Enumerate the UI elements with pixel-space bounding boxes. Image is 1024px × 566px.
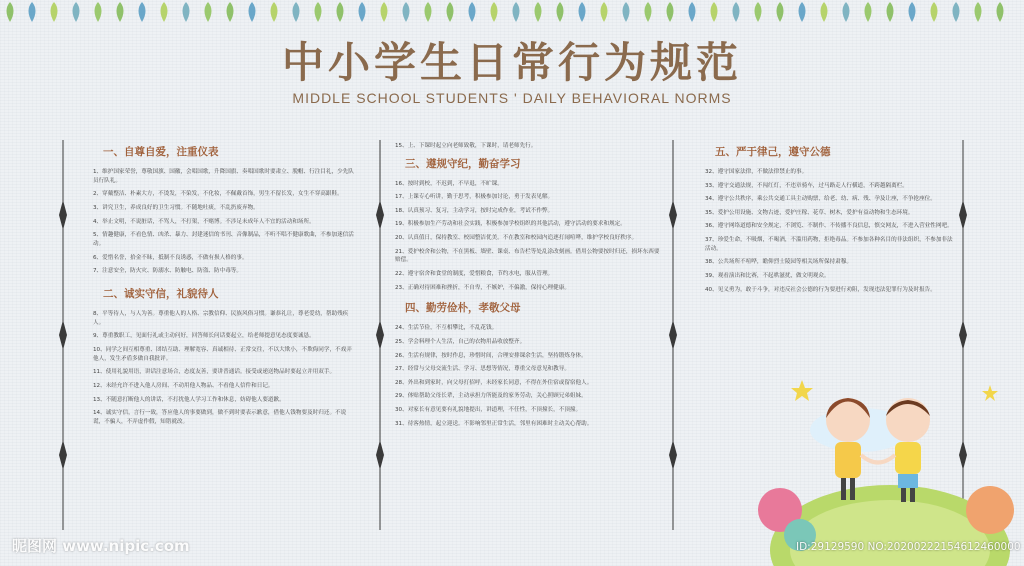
rule-item: 38、公共场所不喧哗，瞻仰烈士陵园等相关场所保持肃穆。 [705,259,852,266]
leaf-icon [73,2,80,22]
leaf-icon [469,2,476,22]
leaf-icon [403,2,410,22]
rule-item: 25、学会料理个人生活，自己的衣物用品收放整齐。 [395,338,526,345]
rule-item: 14、诚实守信，言行一致，答应他人的事要做到，做不到时要表示歉意，借他人钱物要及时归还。不说谎，不骗人，不弄虚作假，知错就改。 [93,410,347,425]
leaf-icon [161,2,168,22]
leaf-icon [183,2,190,22]
leaf-icon [645,2,652,22]
leaf-icon [821,2,828,22]
rule-item: 16、按时到校，不迟到，不早退，不旷课。 [395,180,503,187]
leaf-icon [425,2,432,22]
column-left [93,140,355,432]
rule-item: 33、遵守交通法规，不闯红灯，不违章骑车，过马路走人行横道，不跨越隔离栏。 [705,182,908,189]
rule-item: 10、同学之间互相尊重、团结互助、理解宽容、真诚相待、正常交往，不以大欺小，不欺侮同学，不戏弄他人，发生矛盾多做自我批评。 [93,346,352,362]
leaf-icon [931,2,938,22]
section-3-list [395,180,660,293]
section-title-5: 五、严于律己，遵守公德 [715,146,831,158]
leaf-border-decoration [0,0,1024,24]
rule-item: 20、认真值日，保持教室、校园整洁优美。不在教室和校园内追逐打闹喧哗，维护学校良好秩序。 [395,234,638,241]
leaf-icon [887,2,894,22]
leaf-icon [689,2,696,22]
rule-item: 2、穿戴整洁、朴素大方，不烫发，不染发，不化妆，不佩戴首饰，男生不留长发，女生不穿高跟鞋。 [93,191,343,198]
section-3-pre-list [395,142,660,151]
poster-subtitle: MIDDLE SCHOOL STUDENTS ' DAILY BEHAVIORAL NORMS [292,90,732,106]
leaf-icon [293,2,300,22]
leaf-icon [997,2,1004,22]
section-4-list [395,324,660,428]
watermark-left: 昵图网 www.nipic.com [12,537,190,555]
leaf-icon [755,2,762,22]
leaf-icon [315,2,322,22]
leaf-icon [139,2,146,22]
rule-item: 22、遵守宿舍和食堂的制度，爱惜粮食，节约水电，服从管理。 [395,270,554,277]
leaf-icon [535,2,542,22]
leaf-icon [271,2,278,22]
leaf-icon [29,2,36,22]
column-center [395,142,660,433]
section-2-list [93,310,355,427]
section-title-2: 二、诚实守信，礼貌待人 [103,287,219,300]
divider-left [58,140,68,530]
leaf-icon [733,2,740,22]
rule-item: 39、观看演出和比赛，不起哄滋扰，做文明观众。 [705,272,830,279]
leaf-icon [7,2,14,22]
divider-center-left [375,140,385,530]
leaf-icon [953,2,960,22]
rule-item: 40、见义勇为，敢于斗争，对违反社会公德的行为要进行劝阻，发现违法犯罪行为及时报告。 [705,286,936,293]
leaf-icon [227,2,234,22]
leaf-icon [491,2,498,22]
leaf-icon [337,2,344,22]
rule-item: 18、认真预习、复习，主动学习，按时完成作业，考试不作弊。 [395,207,554,214]
leaf-icon [667,2,674,22]
section-title-1: 一、自尊自爱，注重仪表 [103,146,219,158]
leaf-icon [579,2,586,22]
rule-item: 17、上课专心听讲，勤于思考，积极参加讨论，勇于发表见解。 [395,194,554,201]
rule-item: 36、遵守网络道德和安全规定，不浏览、不制作、不传播不良信息，慎交网友，不进入营业性网吧。 [705,223,953,230]
section-5-list [705,168,953,294]
rule-item: 23、正确对待困难和挫折，不自卑，不嫉妒，不偏激，保持心理健康。 [395,284,570,291]
leaf-icon [205,2,212,22]
rule-item: 11、使用礼貌用语，讲话注意场合，态度友善，要讲普通话。接受或递送物品时要起立并用双手。 [93,369,336,376]
rule-item: 8、平等待人，与人为善。尊重他人的人格、宗教信仰、民族风俗习惯。谦恭礼让，尊老爱幼，帮助残疾人。 [93,310,349,326]
leaf-icon [447,2,454,22]
rule-item: 5、情趣健康，不看色情、凶杀、暴力、封建迷信的书刊、音像制品，不听不唱不健康歌曲，不参加迷信活动。 [93,232,354,247]
rule-item: 1、维护国家荣誉，尊敬国旗、国徽，会唱国歌，升降国旗、奏唱国歌时要肃立、脱帽、行注目礼，少先队员行队礼。 [93,169,354,184]
leaf-icon [249,2,256,22]
section-1-list [93,168,355,276]
divider-center-right [668,140,678,530]
leaf-icon [975,2,982,22]
leaf-icon [623,2,630,22]
section-title-3: 三、遵规守纪，勤奋学习 [405,157,521,170]
leaf-icon [95,2,102,22]
rule-item: 24、生活节俭，不互相攀比，不乱花钱。 [395,325,498,332]
leaf-icon [557,2,564,22]
leaf-icon [51,2,58,22]
rule-item: 3、讲究卫生，养成良好的卫生习惯。不随地吐痰，不乱扔废弃物。 [93,204,259,211]
rule-item: 30、对家长有意见要有礼貌地提出，讲道理，不任性，不顶撞长，不顶撞。 [395,406,582,413]
leaf-icon [601,2,608,22]
rule-item: 27、经常与父母交流生活、学习、思想等情况，尊重父母意见和教导。 [395,366,570,373]
rule-item: 31、待客热情，起立迎送。不影响邻里正常生活，邻里有困难时主动关心帮助。 [395,420,593,427]
leaf-icon [359,2,366,22]
rule-item: 34、遵守公共秩序，乘公共交通工具主动购票，给老、幼、病、残、孕及让座，不争抢座位。 [705,196,936,203]
rule-item: 19、积极参加生产劳动和社会实践，积极参加学校组织的其他活动，遵守活动的要求和规定。 [395,221,626,228]
leaf-icon [909,2,916,22]
leaf-icon [381,2,388,22]
rule-item: 28、外出和到家时，向父母打招呼，未经家长同意，不得在外住宿或留宿他人。 [395,379,593,386]
rule-item: 26、生活有规律，按时作息，珍惜时间，合理安排课余生活，坚持锻炼身体。 [395,352,587,359]
rule-item: 7、注意安全，防火灾、防溺水、防触电、防盗、防中毒等。 [93,268,242,275]
leaf-icon [777,2,784,22]
leaf-icon [117,2,124,22]
rule-item: 6、爱惜名誉，拾金不昧，抵制不良诱惑，不做有损人格的事。 [93,254,248,261]
rule-item: 12、未经允许不进入他人房间、不动用他人物品、不看他人信件和日记。 [93,382,274,389]
section-title-4: 四、勤劳俭朴，孝敬父母 [405,302,521,315]
cartoon-kids-illustration [740,360,1024,566]
rule-item: 15、上、下课时起立向老师致敬，下课时，请老师先行。 [395,143,537,149]
leaf-icon [865,2,872,22]
leaf-icon [799,2,806,22]
rule-item: 13、不随意打断他人的讲话，不打扰他人学习工作和休息，妨碍他人要道歉。 [93,396,285,403]
poster-title: 中小学生日常行为规范 [281,38,742,87]
watermark-right: ID:29129590 NO:20200222154612460000 [796,541,1021,553]
leaf-icon [843,2,850,22]
column-right [705,140,953,299]
rule-item: 21、爱护校舍和公物，不在黑板、墙壁、课桌、布告栏等处乱涂改刻画。借用公物要按时归还，损坏东西要赔偿。 [395,248,660,264]
rule-item: 37、珍爱生命，不吸烟，不喝酒，不滥用药物，拒绝毒品。不参加各种名目的非法组织，不参加非法活动。 [705,236,953,252]
rule-item: 29、体贴帮助父母长辈，主动承担力所能及的家务劳动，关心照顾兄弟姐妹。 [395,393,587,400]
rule-item: 35、爱护公用设施、文物古迹，爱护庄稼、花草、树木，爱护有益动物和生态环境。 [705,209,914,216]
leaf-icon [513,2,520,22]
rule-item: 32、遵守国家法律，不做法律禁止的事。 [705,169,808,175]
leaf-icon [711,2,718,22]
rule-item: 9、尊重教职工，见面行礼或主动问好，回答师长问话要起立，给老师提意见态度要诚恳。 [93,333,315,340]
rule-item: 4、举止文明，不说脏话，不骂人，不打架，不赌博。不涉足未成年人不宜的活动和场所。 [93,218,315,225]
